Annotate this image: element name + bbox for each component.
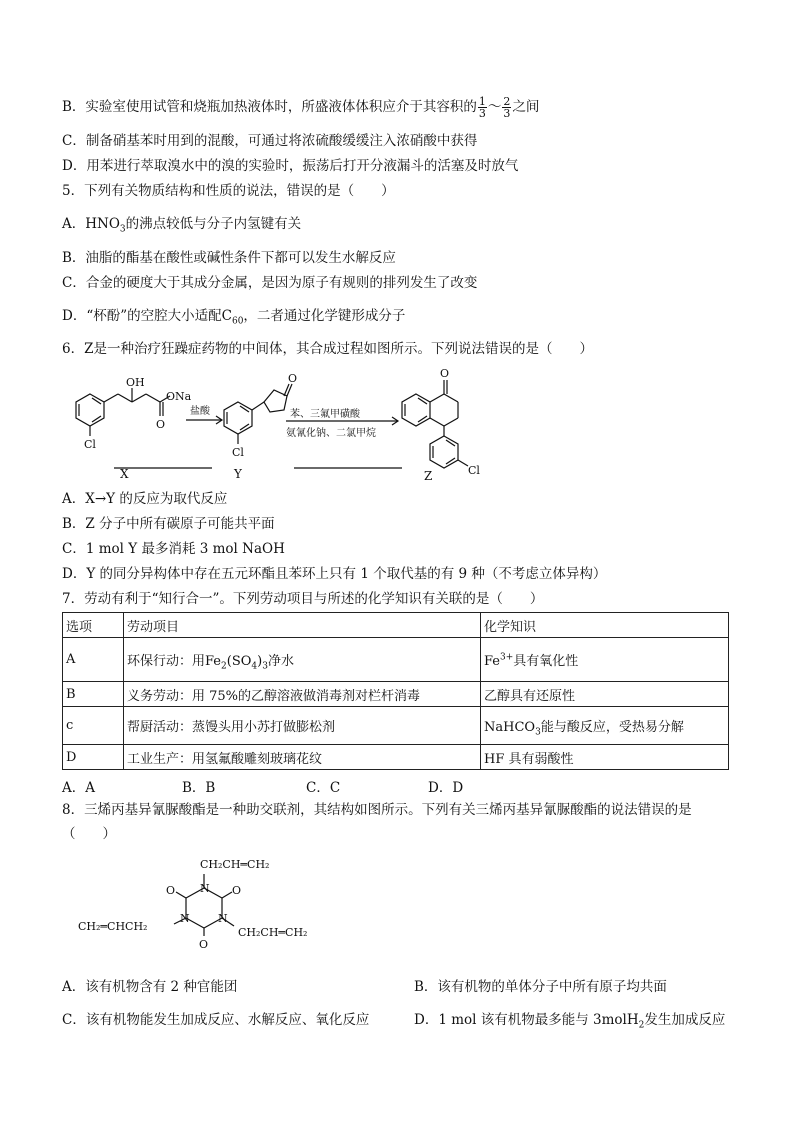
x-o-label: O bbox=[156, 418, 166, 431]
q4-option-c: C．制备硝基苯时用到的混酸，可通过将浓硫酸缓缓注入浓硝酸中获得 bbox=[62, 133, 478, 149]
q6-option-c: C．1 mol Y 最多消耗 3 mol NaOH bbox=[62, 541, 285, 557]
q7-option-c: C．C bbox=[306, 780, 341, 796]
q6-option-b: B．Z 分子中所有碳原子可能共平面 bbox=[62, 516, 275, 532]
q5-option-d: D．“杯酚”的空腔大小适配$C_{60}$，二者通过化学键形成分子 bbox=[62, 308, 406, 327]
table-row bbox=[63, 638, 729, 682]
q7-table bbox=[62, 612, 729, 770]
table-row bbox=[63, 682, 729, 707]
q6-option-d: D．Y 的同分异构体中存在五元环酯且苯环上只有 1 个取代基的有 9 种（不考虑立体异构） bbox=[62, 566, 607, 582]
arrow1-reagent: 盐酸 bbox=[190, 406, 210, 417]
q8-option-d: D．1 mol 该有机物最多能与 3molH$_2$发生加成反应 bbox=[414, 1012, 726, 1031]
table-row bbox=[63, 745, 729, 770]
fraction-two-thirds: $\frac{2}{3}$ bbox=[503, 95, 511, 120]
q8-option-a: A．该有机物含有 2 种官能团 bbox=[62, 979, 238, 995]
q8-option-c: C．该有机物能发生加成反应、水解反应、氧化反应 bbox=[62, 1012, 370, 1028]
y-compound-label: Y bbox=[234, 467, 242, 481]
table-header-cell: 选项 bbox=[63, 613, 124, 638]
q5-option-a: A．$HNO_3$的沸点较低与分子内氢键有关 bbox=[62, 216, 302, 235]
n-atom-left: N bbox=[180, 912, 190, 925]
fraction-one-third: $\frac{1}{3}$ bbox=[478, 95, 486, 120]
q7-option-d: D．D bbox=[428, 780, 464, 796]
top-allyl-chain: CH₂CH═CH₂ bbox=[200, 858, 270, 871]
q7-stem: 7．劳动有利于“知行合一”。下列劳动项目与所述的化学知识有关联的是（ ） bbox=[62, 591, 544, 607]
right-allyl-chain: CH₂CH═CH₂ bbox=[238, 926, 308, 939]
z-o-label: O bbox=[440, 367, 450, 380]
table-cell-item: 环保行动：用$Fe_2(SO_4)_3$净水 bbox=[124, 638, 481, 682]
o-atom-bottom: O bbox=[199, 938, 209, 951]
table-cell-knowledge: $Fe^{3+}$具有氧化性 bbox=[481, 638, 729, 682]
n-atom-right: N bbox=[218, 912, 228, 925]
left-allyl-chain: CH₂═CHCH₂ bbox=[78, 920, 148, 933]
table-row bbox=[63, 707, 729, 745]
q4-option-d: D．用苯进行萃取溴水中的溴的实验时，振荡后打开分液漏斗的活塞及时放气 bbox=[62, 158, 519, 174]
table-cell-item: 义务劳动：用 75%的乙醇溶液做消毒剂对栏杆消毒 bbox=[124, 682, 481, 707]
table-cell-option: D bbox=[63, 745, 124, 770]
table-header-row bbox=[63, 613, 729, 638]
table-header-cell: 化学知识 bbox=[481, 613, 729, 638]
q5-option-c: C．合金的硬度大于其成分金属，是因为原子有规则的排列发生了改变 bbox=[62, 275, 478, 291]
q6-reaction-scheme bbox=[62, 362, 562, 488]
table-cell-option: A bbox=[63, 638, 124, 682]
n-atom-top: N bbox=[200, 882, 210, 895]
table-cell-knowledge: NaHCO$_3$能与酸反应，受热易分解 bbox=[481, 707, 729, 745]
q7-option-a: A．A bbox=[62, 780, 95, 796]
q6-option-a: A．X→Y 的反应为取代反应 bbox=[62, 491, 228, 507]
o-atom-right: O bbox=[232, 884, 242, 897]
arrow2-reagent-top: 苯、三氟甲磺酸 bbox=[290, 409, 360, 420]
table-cell-option: c bbox=[63, 707, 124, 745]
x-ona-label: ONa bbox=[166, 390, 192, 403]
q8-stem: 8．三烯丙基异氰脲酸酯是一种助交联剂，其结构如图所示。下列有关三烯丙基异氰脲酸酯的说法错误的是 bbox=[62, 802, 692, 818]
table-cell-knowledge: HF 具有弱酸性 bbox=[481, 745, 729, 770]
x-oh-label: OH bbox=[126, 376, 145, 389]
table-header-cell: 劳动项目 bbox=[124, 613, 481, 638]
y-cl-label: Cl bbox=[232, 446, 244, 459]
table-cell-knowledge: 乙醇具有还原性 bbox=[481, 682, 729, 707]
o-atom-left: O bbox=[166, 884, 176, 897]
z-cl-label: Cl bbox=[468, 464, 480, 477]
q5-stem: 5．下列有关物质结构和性质的说法，错误的是（ ） bbox=[62, 183, 395, 199]
table-cell-option: B bbox=[63, 682, 124, 707]
q5-option-b: B．油脂的酯基在酸性或碱性条件下都可以发生水解反应 bbox=[62, 250, 396, 266]
q8-option-b: B．该有机物的单体分子中所有原子均共面 bbox=[414, 979, 667, 995]
table-cell-item: 工业生产：用氢氟酸雕刻玻璃花纹 bbox=[124, 745, 481, 770]
x-cl-label: Cl bbox=[84, 438, 96, 451]
z-compound-label: Z bbox=[424, 469, 433, 483]
q8-structure bbox=[78, 852, 378, 962]
x-compound-label: X bbox=[120, 467, 129, 481]
q8-stem-paren: （ ） bbox=[62, 826, 116, 842]
q6-stem: 6．Z是一种治疗狂躁症药物的中间体，其合成过程如图所示。下列说法错误的是（ ） bbox=[62, 341, 593, 357]
table-cell-item: 帮厨活动：蒸馒头用小苏打做膨松剂 bbox=[124, 707, 481, 745]
y-o-label: O bbox=[288, 372, 298, 385]
arrow2-reagent-bottom: 氨氰化钠、二氯甲烷 bbox=[286, 428, 376, 439]
q4-option-b: B．实验室使用试管和烧瓶加热液体时，所盛液体体积应介于其容积的 $\frac{1}{3}$ ～ $\frac{2}{3}$ 之间 bbox=[62, 95, 540, 120]
q7-option-b: B．B bbox=[182, 780, 216, 796]
